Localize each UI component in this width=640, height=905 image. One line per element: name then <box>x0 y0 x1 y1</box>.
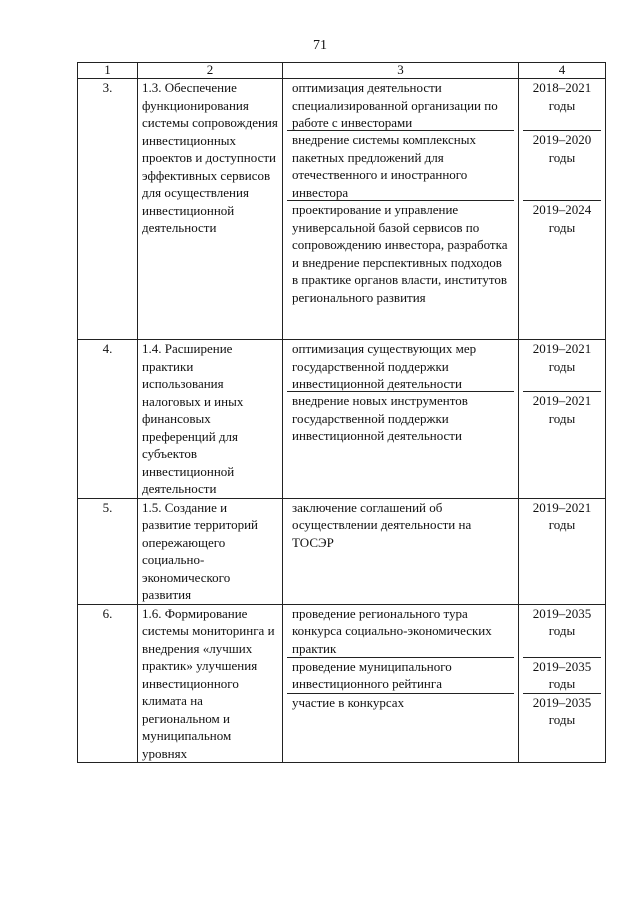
term-period: 2019–2035 <box>532 658 592 674</box>
term-item <box>523 392 601 496</box>
task-cell: 1.4. Расширение практики использования налоговых и иных финансовых преференций для субъектов инвестиционной деятельности <box>138 340 283 499</box>
term-unit: годы <box>548 517 576 532</box>
row-number: 5. <box>78 498 138 604</box>
col-header-3: 3 <box>283 63 519 79</box>
task-cell: 1.5. Создание и развитие территорий опережающего социально-экономического развития <box>138 498 283 604</box>
term-item <box>523 605 601 658</box>
term-unit: годы <box>548 358 576 374</box>
activities-cell <box>283 498 519 604</box>
term-item <box>523 79 601 131</box>
terms-cell <box>519 79 606 340</box>
terms-cell <box>519 604 606 763</box>
activities-cell <box>283 79 519 340</box>
row-number: 3. <box>78 79 138 340</box>
term-period: 2019–2021 <box>532 393 592 408</box>
task-cell: 1.6. Формирование системы мониторинга и внедрения «лучших практик» улучшения инвестиционного климата на региональном и муниципальном уровнях <box>138 604 283 763</box>
col-header-2: 2 <box>138 63 283 79</box>
activity-item: проектирование и управление универсальной базой сервисов по сопровождению инвестора, разработка и внедрение перспективных подходов в практике органов власти, институтов регионального развития <box>292 202 508 305</box>
row-number: 4. <box>78 340 138 499</box>
term-unit: годы <box>548 410 576 426</box>
term-item <box>523 694 601 729</box>
row-number: 6. <box>78 604 138 763</box>
term-period: 2019–2021 <box>532 341 592 356</box>
term-item <box>523 658 601 694</box>
term-unit: годы <box>548 712 576 727</box>
term-unit: годы <box>548 97 576 113</box>
plan-table <box>77 62 606 763</box>
term-period: 2018–2021 <box>532 80 592 95</box>
activities-cell <box>283 604 519 763</box>
table-row <box>78 79 606 340</box>
table-row <box>78 340 606 499</box>
col-header-4: 4 <box>519 63 606 79</box>
term-period: 2019–2020 <box>532 132 592 147</box>
page-number: 71 <box>313 38 327 53</box>
term-item <box>523 340 601 392</box>
activity-item: проведение регионального тура конкурса социально-экономических практик <box>287 605 514 658</box>
term-unit: годы <box>548 219 576 235</box>
activity-item: оптимизация деятельности специализированной организации по работе с инвесторами <box>287 79 514 131</box>
terms-cell <box>519 498 606 604</box>
term-item <box>523 201 601 339</box>
table-header-row <box>78 63 606 79</box>
term-item <box>523 499 601 534</box>
term-period: 2019–2035 <box>532 694 592 710</box>
activity-item: участие в конкурсах <box>292 694 405 710</box>
col-header-1: 1 <box>78 63 138 79</box>
term-unit: годы <box>548 149 576 165</box>
term-period: 2019–2021 <box>532 499 592 515</box>
term-item <box>523 131 601 201</box>
term-unit: годы <box>548 623 576 638</box>
activity-item: внедрение новых инструментов государственной поддержки инвестиционной деятельности <box>292 393 468 443</box>
activities-cell <box>283 340 519 499</box>
activity-item: проведение муниципального инвестиционного рейтинга <box>287 658 514 694</box>
term-period: 2019–2035 <box>532 605 592 621</box>
term-period: 2019–2024 <box>532 202 592 217</box>
term-unit: годы <box>548 676 576 691</box>
terms-cell <box>519 340 606 499</box>
task-cell: 1.3. Обеспечение функционирования системы сопровождения инвестиционных проектов и доступности эффективных сервисов для осуществления инвестиционной деятельности <box>138 79 283 340</box>
table-row <box>78 604 606 763</box>
table-row <box>78 498 606 604</box>
activity-item: оптимизация существующих мер государственной поддержки инвестиционной деятельности <box>287 340 514 392</box>
activity-item: внедрение системы комплексных пакетных предложений для отечественного и иностранного инвестора <box>287 131 514 201</box>
activity-item: заключение соглашений об осуществлении деятельности на ТОСЭР <box>292 499 472 550</box>
